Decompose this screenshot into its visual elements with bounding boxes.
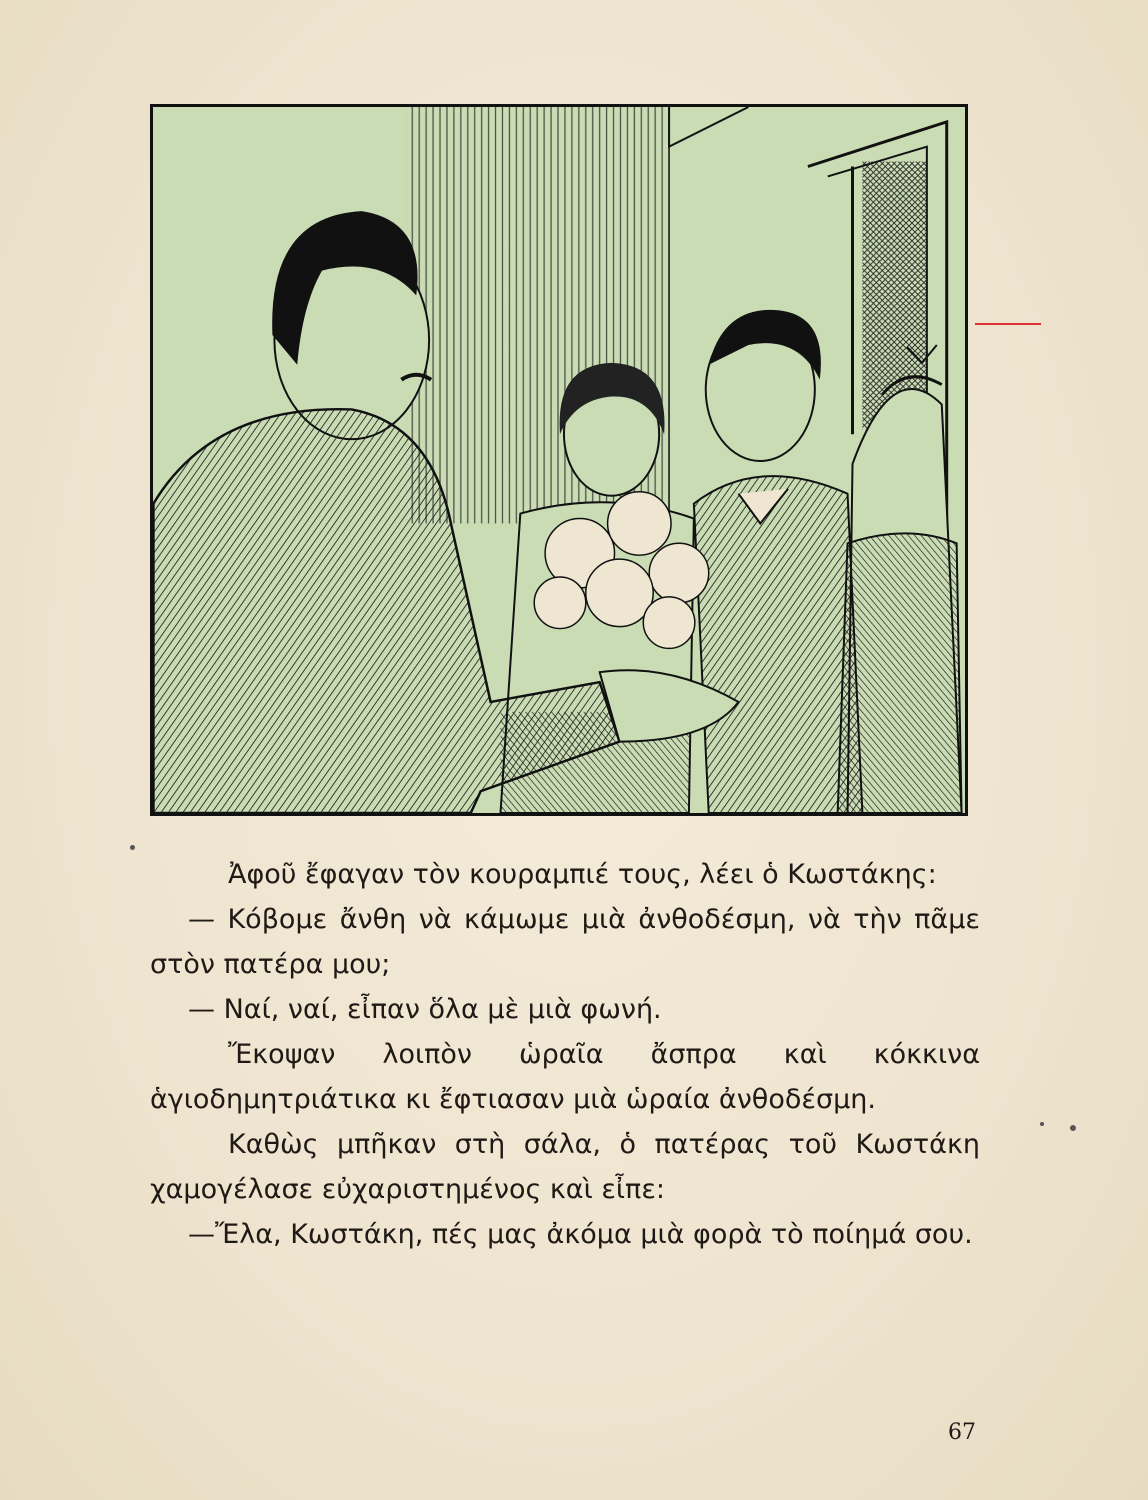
- paper-speck: [1040, 1122, 1044, 1126]
- paper-speck: [130, 845, 135, 850]
- paper-speck: [1070, 1125, 1076, 1131]
- story-text: [150, 852, 980, 1257]
- illustration-drawing: [153, 107, 965, 813]
- family-flowers-illustration: [150, 104, 968, 816]
- dialogue-line: —Ἔλα, Κωστάκη, πές μας ἀκόμα μιὰ φορὰ τὸ ποίημά σου.: [188, 1219, 973, 1250]
- paragraph: Ἔκοψαν λοιπὸν ὡραῖα ἄσπρα καὶ κόκκινα ἁγιοδημητριάτικα κι ἔφτιασαν μιὰ ὡραία ἀνθοδέσμη.: [150, 1039, 980, 1115]
- dialogue-line: — Κόβομε ἄνθη νὰ κάμωμε μιὰ ἀνθοδέσμη, νὰ τὴν πᾶμε στὸν πατέρα μου;: [150, 904, 980, 980]
- page-number: 67: [948, 1420, 976, 1445]
- margin-mark: [975, 323, 1041, 325]
- paragraph: Ἀφοῦ ἔφαγαν τὸν κουραμπιέ τους, λέει ὁ Κωστάκης:: [228, 859, 937, 890]
- dialogue-line: — Ναί, ναί, εἶπαν ὅλα μὲ μιὰ φωνή.: [188, 994, 662, 1025]
- paragraph: Καθὼς μπῆκαν στὴ σάλα, ὁ πατέρας τοῦ Κωστάκη χαμογέλασε εὐχαριστημένος καὶ εἶπε:: [150, 1129, 980, 1205]
